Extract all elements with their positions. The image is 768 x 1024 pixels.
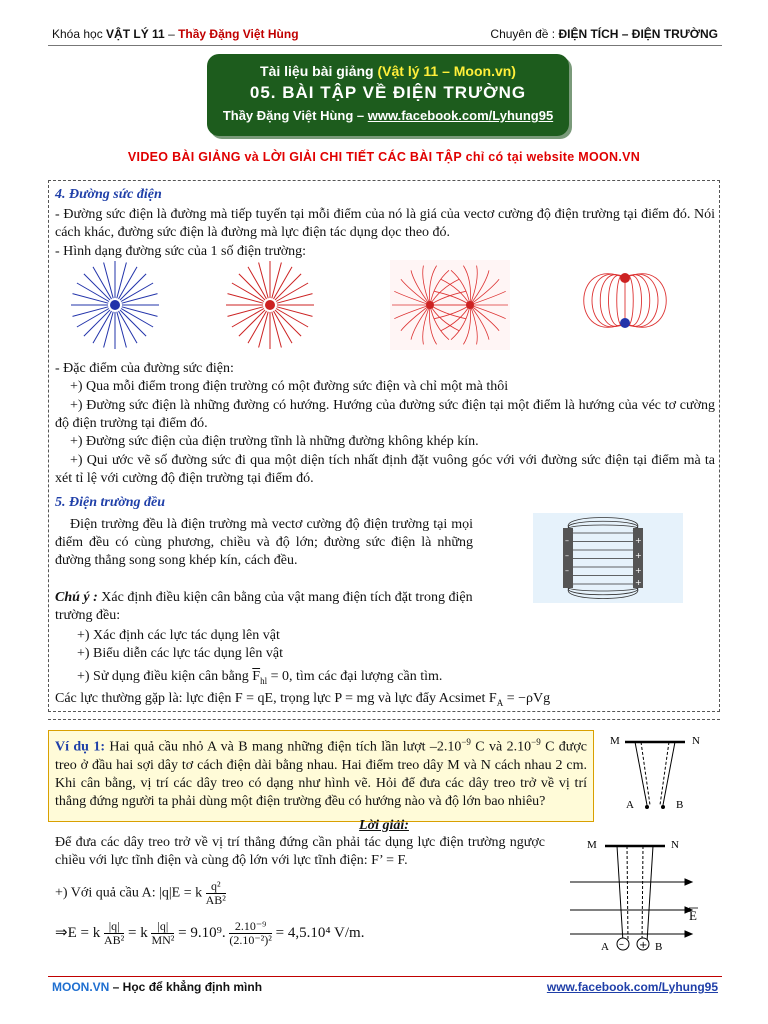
svg-text:+: + <box>635 578 642 587</box>
facebook-link[interactable]: www.facebook.com/Lyhung95 <box>367 108 554 123</box>
header-course <box>52 27 299 41</box>
section5-heading: 5. Điện trường đều <box>55 495 166 510</box>
eq1-den: AB² <box>205 893 226 907</box>
title-box <box>207 54 569 136</box>
eq2-num3: 2.10⁻⁹ <box>229 920 272 934</box>
footer-divider <box>48 976 722 977</box>
example1-text-a: Hai quả cầu nhỏ A và B mang những điện tích lần lượt –2.10 <box>104 739 462 755</box>
fig-label-m: M <box>610 735 620 747</box>
footer-slogan: – Học để khẳng định mình <box>109 980 263 994</box>
header-divider <box>48 45 722 46</box>
eq1-fraction <box>206 880 226 907</box>
svg-text:–: – <box>565 566 569 575</box>
features-title: - Đặc điểm của đường sức điện: <box>55 361 234 376</box>
eq2-mid: = k <box>124 924 148 941</box>
feature-3: +) Đường sức điện của điện trường tĩnh là những đường không khép kín. <box>70 434 479 449</box>
title-highlight: (Vật lý 11 – Moon.vn) <box>377 63 516 79</box>
note <box>55 589 473 625</box>
eq2-val: = 9.10⁹. <box>174 924 226 941</box>
footer-facebook-link[interactable]: www.facebook.com/Lyhung95 <box>546 980 718 994</box>
note-item-2: +) Biểu diễn các lực tác dụng lên vật <box>77 646 283 661</box>
eq2-result: = 4,5.10⁴ V/m. <box>271 924 365 941</box>
solution-figure <box>565 832 715 954</box>
svg-text:+: + <box>635 536 642 545</box>
eq2-den3: (2.10⁻²)² <box>229 933 272 947</box>
example1-text-b: C và 2.10 <box>470 739 532 755</box>
svg-text:–: – <box>565 536 569 545</box>
section4-p1: - Đường sức điện là đường mà tiếp tuyến tại mỗi điểm của nó là giá của vectơ cường độ điện trường tại điểm đó. Nói cách khác, đường sức điện là đường mà lực điện tác dụng dọc theo đó. <box>55 207 715 240</box>
fig-label-n: N <box>692 735 700 747</box>
force-buoyancy: F <box>488 691 497 706</box>
forces-mid2: và lực đẩy Acsimet <box>374 691 489 706</box>
n3-suffix: , tìm các đại lượng cần tìm. <box>289 669 443 684</box>
note-item-3 <box>77 668 442 690</box>
note-text: Xác định điều kiện cân bằng của vật mang điện tích đặt trong điện trường đều: <box>55 590 473 623</box>
force-gravity: P = mg <box>334 691 375 706</box>
svg-text:–: – <box>619 939 624 950</box>
sol-fig-label-b: B <box>655 941 663 953</box>
section4-heading: 4. Đường sức điện <box>55 187 162 202</box>
eq2-num2: |q| <box>151 920 174 934</box>
title-prefix: Tài liệu bài giảng <box>260 63 378 79</box>
sol-fig-label-a: A <box>601 941 609 953</box>
n3-sub: hl <box>260 675 268 686</box>
feature-4: +) Qui ước vẽ số đường sức đi qua một diện tích nhất định đặt vuông góc với với đường sức điện tại điểm mà ta xét tỉ lệ với cường độ điện trường tại điểm đó. <box>55 453 715 486</box>
n3-formula: $\overline{F}$ <box>252 669 261 684</box>
force-buoyancy-rest: = −ρVg <box>503 691 551 706</box>
ball-a-prefix: +) Với quả cầu A: <box>55 885 160 901</box>
example1-label: Ví dụ 1: <box>55 739 105 755</box>
solution-eq2 <box>55 920 364 947</box>
eq2-den2: MN² <box>151 933 175 947</box>
solution-title: Lời giải: <box>359 818 409 833</box>
negative-charge-field-figure <box>215 260 325 350</box>
uniform-field-figure <box>533 513 683 603</box>
title-line3 <box>207 108 569 123</box>
solution-p1: Để đưa các dây treo trở về vị trí thẳng đứng cần phải tác dụng lực điện trường ngược chiều với lực tĩnh điện và cùng độ lớn với lực tĩnh điện: F’ = F. <box>55 835 545 868</box>
svg-text:+: + <box>635 566 642 575</box>
eq2-prefix: ⇒E = k <box>55 924 101 941</box>
section4-p2: - Hình dạng đường sức của 1 số điện trường: <box>55 244 307 259</box>
forces-mid1: , trọng lực <box>273 691 335 706</box>
feature-2: +) Đường sức điện là những đường có hướng. Hướng của đường sức điện tại một điểm là hướng của véc tơ cường độ điện trường tại điểm đó. <box>55 398 715 431</box>
eq2-den1: AB² <box>103 933 125 947</box>
example1-exp2: −9 <box>531 737 541 747</box>
course-prefix: Khóa học <box>52 27 107 41</box>
sol-fig-label-m: M <box>587 839 597 851</box>
example-divider <box>48 719 720 720</box>
svg-text:+: + <box>635 551 642 560</box>
topic-prefix: Chuyên đề : <box>490 27 559 41</box>
n3-eq: = 0 <box>267 669 289 684</box>
lesson-title: 05. BÀI TẬP VỀ ĐIỆN TRƯỜNG <box>249 83 527 102</box>
eq2-frac3 <box>229 920 272 947</box>
note-label: Chú ý : <box>55 590 98 605</box>
svg-text:–: – <box>565 551 569 560</box>
footer-moon[interactable]: MOON.VN <box>52 980 110 994</box>
force-electric: F = qE <box>234 691 274 706</box>
header-topic <box>490 27 718 41</box>
solution-ball-a <box>55 880 226 907</box>
positive-charge-field-figure <box>60 260 170 350</box>
fig-label-b: B <box>676 799 684 811</box>
eq2-num1: |q| <box>104 920 124 934</box>
fig-label-a: A <box>626 799 634 811</box>
sol-fig-label-e: E <box>689 908 697 923</box>
teacher-name: Thầy Đặng Việt Hùng <box>178 27 299 41</box>
title-line1 <box>207 63 569 79</box>
topic-name: ĐIỆN TÍCH – ĐIỆN TRƯỜNG <box>558 27 718 41</box>
eq1-num: q² <box>206 880 226 894</box>
example1-figure <box>600 730 720 820</box>
svg-text:+: + <box>639 940 648 951</box>
example1-exp1: −9 <box>461 737 471 747</box>
sol-fig-label-n: N <box>671 839 679 851</box>
title-author: Thầy Đặng Việt Hùng – <box>222 108 368 123</box>
force-buoyancy-sub: A <box>496 697 504 708</box>
eq1: |q|E = k <box>159 885 203 901</box>
n3-prefix: +) Sử dụng điều kiện cân bằng <box>77 669 253 684</box>
feature-1: +) Qua mỗi điểm trong điện trường có một đường sức điện và chỉ một mà thôi <box>70 379 509 394</box>
section5-p1: Điện trường đều là điện trường mà vectơ cường độ điện trường tại mọi điểm đều có cùng phương, chiều và độ lớn; đường sức điện là những đường thẳng song song khép kín, cách đều. <box>55 517 473 568</box>
eq2-frac1 <box>104 920 124 947</box>
note-item-1: +) Xác định các lực tác dụng lên vật <box>77 628 280 643</box>
dipole-field-figure <box>565 258 685 352</box>
footer-left <box>52 980 262 994</box>
example1-text-c: C được treo ở đầu hai sợi dây tơ cách điện dài bằng nhau. Hai điểm treo dây M và N cách nhau 2 cm. Khi cân bằng, vị trí các dây treo có dạng như hình vẽ. Hỏi để đưa các dây treo trở về vị trí thẳng đứng người ta phải dùng một điện trường đều có hướng nào và độ lớn bao nhiêu? <box>55 739 587 809</box>
course-name: VẬT LÝ 11 <box>106 27 165 41</box>
example1-text <box>55 733 587 811</box>
like-charges-field-figure <box>390 260 510 350</box>
header-dash: – <box>164 27 179 41</box>
video-banner: VIDEO BÀI GIẢNG và LỜI GIẢI CHI TIẾT CÁC BÀI TẬP chỉ có tại website MOON.VN <box>127 150 641 164</box>
forces-prefix: Các lực thường gặp là: lực điện <box>55 691 235 706</box>
eq2-frac2 <box>151 920 174 947</box>
forces-line <box>55 690 715 712</box>
